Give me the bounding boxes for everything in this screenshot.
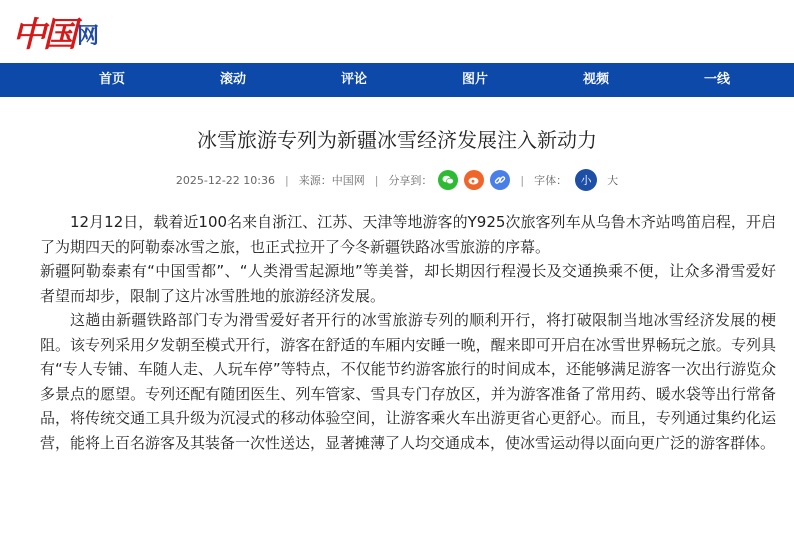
nav-item-home[interactable]: 首页 [98, 72, 126, 87]
logo-suffix-text: 网 [77, 23, 100, 49]
article-paragraph: 12月12日，载着近100名来自浙江、江苏、天津等地游客的Y925次旅客列车从乌鲁木齐站鸣笛启程，开启了为期四天的阿勒泰冰雪之旅，也正式拉开了今冬新疆铁路冰雪旅游的序幕。 [40, 213, 776, 256]
share-label: 分享到： [388, 174, 433, 187]
font-label: 字体： [534, 174, 568, 187]
link-icon[interactable] [490, 170, 510, 190]
nav-item-pictures[interactable]: 图片 [461, 72, 489, 87]
meta-divider: | [374, 173, 379, 187]
article-paragraph: 这趟由新疆铁路部门专为滑雪爱好者开行的冰雪旅游专列的顺利开行，将打破限制当地冰雪经济发展的梗阻。该专列采用夕发朝至模式开行，游客在舒适的车厢内安睡一晚，醒来即可开启在冰雪世界畅玩之旅。专列具有“专人专铺、车随人走、人玩车停”等特点，不仅能节约游客旅行的时间成本，还能够满足游客一次出行游览众多景点的愿望。专列还配有随团医生、列车管家、雪具专门存放区，并为游客准备了常用药、暖水袋等出行常备品，将传统交通工具升级为沉浸式的移动体验空间，让游客乘火车出游更省心更舒心。而且，专列通过集约化运营，能将上百名游客及其装备一次性送达，显著摊薄了人均交通成本，使冰雪运动得以面向更广泛的游客群体。 [40, 311, 776, 452]
article-paragraph: 新疆阿勒泰素有“中国雪都”、“人类滑雪起源地”等美誉，却长期因行程漫长及交通换乘不便，让众多滑雪爱好者望而却步，限制了这片冰雪胜地的旅游经济发展。 [40, 262, 776, 305]
main-nav [0, 63, 794, 97]
meta-divider: | [520, 173, 525, 187]
nav-item-scroll[interactable]: 滚动 [219, 72, 247, 87]
article-date: 2025-12-22 10:36 [175, 173, 275, 187]
nav-item-video[interactable]: 视频 [582, 72, 610, 87]
nav-item-comment[interactable]: 评论 [340, 72, 368, 87]
weibo-icon[interactable] [464, 170, 484, 190]
article-title: 冰雪旅游专列为新疆冰雪经济发展注入新动力 [197, 128, 597, 152]
site-logo[interactable] [12, 8, 99, 54]
article-meta [0, 168, 794, 192]
font-small-button[interactable]: 小 [575, 169, 597, 191]
meta-divider: | [284, 173, 289, 187]
font-large-button[interactable]: 大 [607, 174, 619, 187]
article-body [40, 210, 776, 455]
nav-item-frontline[interactable]: 一线 [703, 72, 731, 87]
wechat-icon[interactable] [438, 170, 458, 190]
logo-main-text: 中国 [12, 14, 74, 55]
article-source: 来源：中国网 [298, 174, 365, 187]
